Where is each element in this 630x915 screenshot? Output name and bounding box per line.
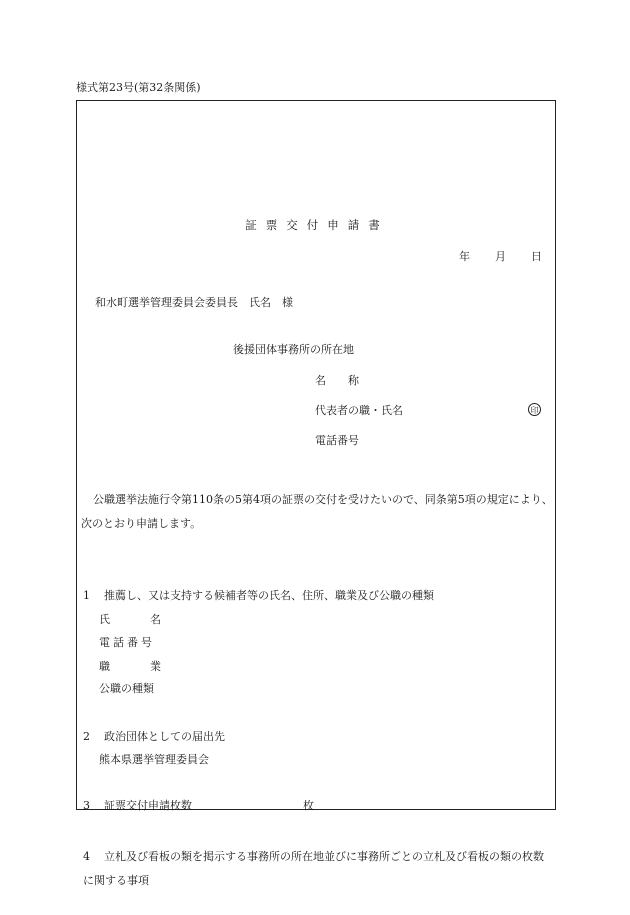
phone-label: 電話番号: [315, 434, 359, 447]
candidate-name-field: 氏名: [99, 613, 201, 626]
form-frame: [76, 100, 556, 887]
date-month-label: 月: [495, 250, 506, 263]
item-1: [83, 590, 434, 601]
representative-label: 代表者の職・氏名: [315, 404, 403, 417]
request-statement: 公職選挙法施行令第110条の5第4項の証票の交付を受けたいので、同条第5項の規定により、次のとおり申請します。: [81, 493, 553, 530]
candidate-occupation-field: 職業: [99, 660, 201, 673]
addressee-line: 和水町選挙管理委員会委員長 氏名 様: [95, 296, 293, 309]
form-title: 証票交付申請書: [245, 218, 389, 232]
item-2-number: 2: [83, 730, 90, 743]
item-4-number: 4: [83, 850, 90, 863]
form-number-label: 様式第23号(第32条関係): [76, 81, 201, 94]
office-address-label: 後援団体事務所の所在地: [233, 343, 354, 356]
public-office-type-field: 公職の種類: [99, 682, 154, 695]
item-3-number: 3: [83, 799, 90, 812]
date-day-label: 日: [531, 250, 542, 263]
seal-mark: 印: [528, 403, 541, 416]
item-3-heading: 証票交付申請枚数: [104, 799, 192, 812]
sheet-count-unit: 枚: [303, 799, 314, 812]
item-2: [83, 731, 225, 742]
candidate-phone-field: 電話番号: [99, 636, 155, 649]
item-1-heading: 推薦し、又は支持する候補者等の氏名、住所、職業及び公職の種類: [104, 589, 434, 602]
item-4: [83, 845, 551, 893]
filing-destination-value: 熊本県選挙管理委員会: [99, 753, 209, 766]
item-4-heading: 立札及び看板の類を掲示する事務所の所在地並びに事務所ごとの立札及び看板の類の枚数に関する事項: [83, 850, 544, 887]
applicant-name-label: 名 称: [315, 374, 359, 387]
date-year-label: 年: [459, 250, 470, 263]
item-2-heading: 政治団体としての届出先: [104, 730, 225, 743]
item-1-number: 1: [83, 589, 90, 602]
item-3: [83, 800, 192, 811]
